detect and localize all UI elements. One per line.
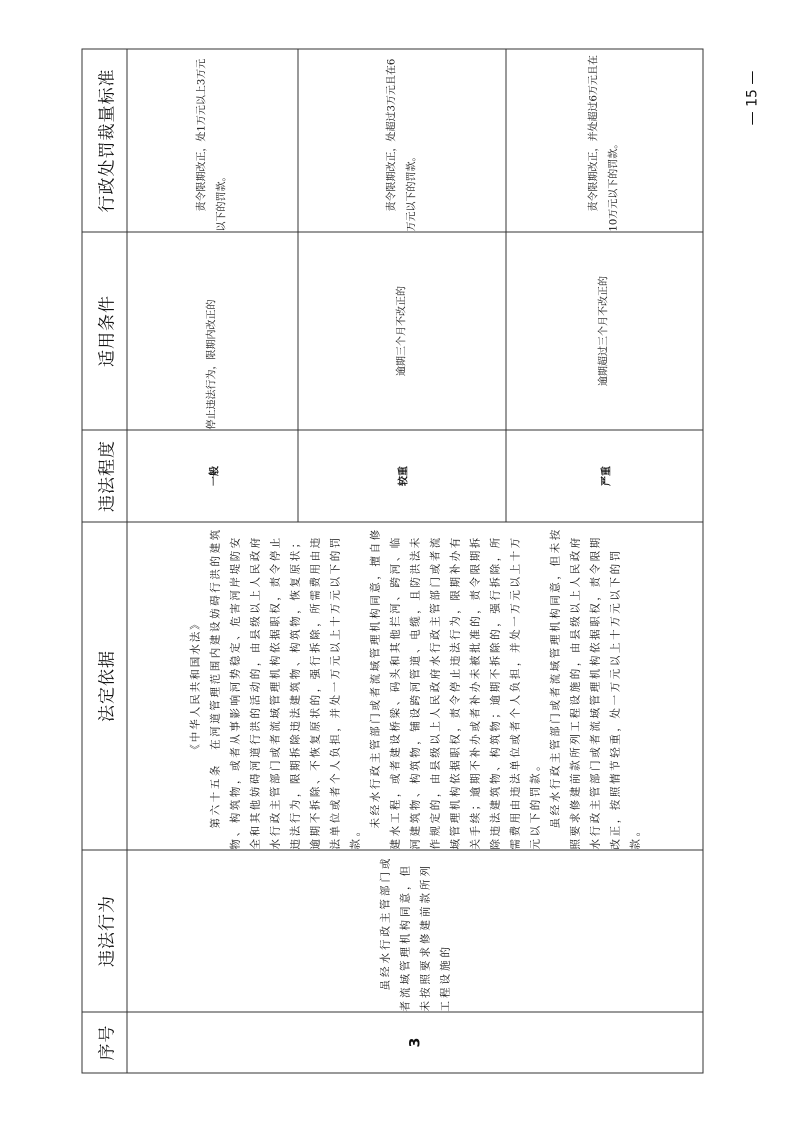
cell-basis xyxy=(127,522,703,850)
header-seq: 序号 xyxy=(82,1012,127,1073)
cell-degree-general: 一般 xyxy=(127,430,298,522)
header-standard: 行政处罚裁量标准 xyxy=(82,49,127,232)
cell-condition-general: 停止违法行为，限期内改正的 xyxy=(127,232,298,430)
cell-condition-severe: 逾期超过三个月不改正的 xyxy=(506,232,703,430)
basis-paragraph: 第六十五条 在河道管理范围内建设妨碍行洪的建筑物、构筑物，或者从事影响河势稳定、危害河岸堤防安全和其他妨碍河道行洪的活动的，由县级以上人民政府水行政主管部门或者流域管理机构依据职权，责令停止违法行为，限期拆除违法建筑物、构筑物，恢复原状；逾期不拆除、不恢复原状的，强行拆除，所需费用由违法单位或者个人负担，并处一万元以上十万元以下的罚款。 xyxy=(208,526,361,849)
cell-condition-serious: 逾期三个月不改正的 xyxy=(298,232,506,430)
cell-degree-serious: 较重 xyxy=(298,430,506,522)
basis-law-title: 《中华人民共和国水法》 xyxy=(188,616,201,755)
page-number-text: — 15 — xyxy=(744,70,760,126)
basis-paragraph: 未经水行政主管部门或者流域管理机构同意，擅自修建水工程，或者建设桥梁、码头和其他拦河、跨河、临河建筑物、构筑物，铺设跨河管道、电缆，且防洪法未作规定的，由县级以上人民政府水行政主管部门或者流域管理机构依据职权，责令停止违法行为，限期补办有关手续；逾期不补办或者补办未被批准的，责令限期拆除违法建筑物、构筑物；逾期不拆除的，强行拆除，所需费用由违法单位或者个人负担，并处一万元以上十万元以下的罚款。 xyxy=(368,526,541,849)
page-number xyxy=(742,58,762,138)
basis-paragraph: 虽经水行政主管部门或者流域管理机构同意，但未按照要求修建前款所列工程设施的，由县级以上人民政府水行政主管部门或者流域管理机构依据职权，责令限期改正，按照情节轻重，处一万元以上十万元以下的罚款。 xyxy=(548,526,641,849)
standard-text: 责令限期改正，处1万元以上3万元以下的罚款。 xyxy=(196,58,227,231)
header-row xyxy=(82,49,127,1073)
cell-degree-severe: 严重 xyxy=(506,430,703,522)
cell-seq: 3 xyxy=(127,1012,703,1073)
cell-behavior: 虽经水行政主管部门或者流域管理机构同意，但未按照要求修建前款所列工程设施的 xyxy=(127,850,703,1012)
header-degree: 违法程度 xyxy=(82,430,127,522)
header-basis: 法定依据 xyxy=(82,522,127,850)
rotated-table-sheet xyxy=(81,49,702,1073)
header-condition: 适用条件 xyxy=(82,232,127,430)
table-row xyxy=(127,49,298,1073)
cell-standard-serious xyxy=(298,49,506,232)
cell-standard-general xyxy=(127,49,298,232)
header-behavior: 违法行为 xyxy=(82,850,127,1012)
penalty-table xyxy=(81,48,703,1073)
cell-standard-severe xyxy=(506,49,703,232)
standard-text: 责令限期改正，处超过3万元且在6万元以下的罚款。 xyxy=(385,58,417,231)
standard-text: 责令限期改正，并处超过6万元且在10万元以下的罚款。 xyxy=(588,54,619,231)
